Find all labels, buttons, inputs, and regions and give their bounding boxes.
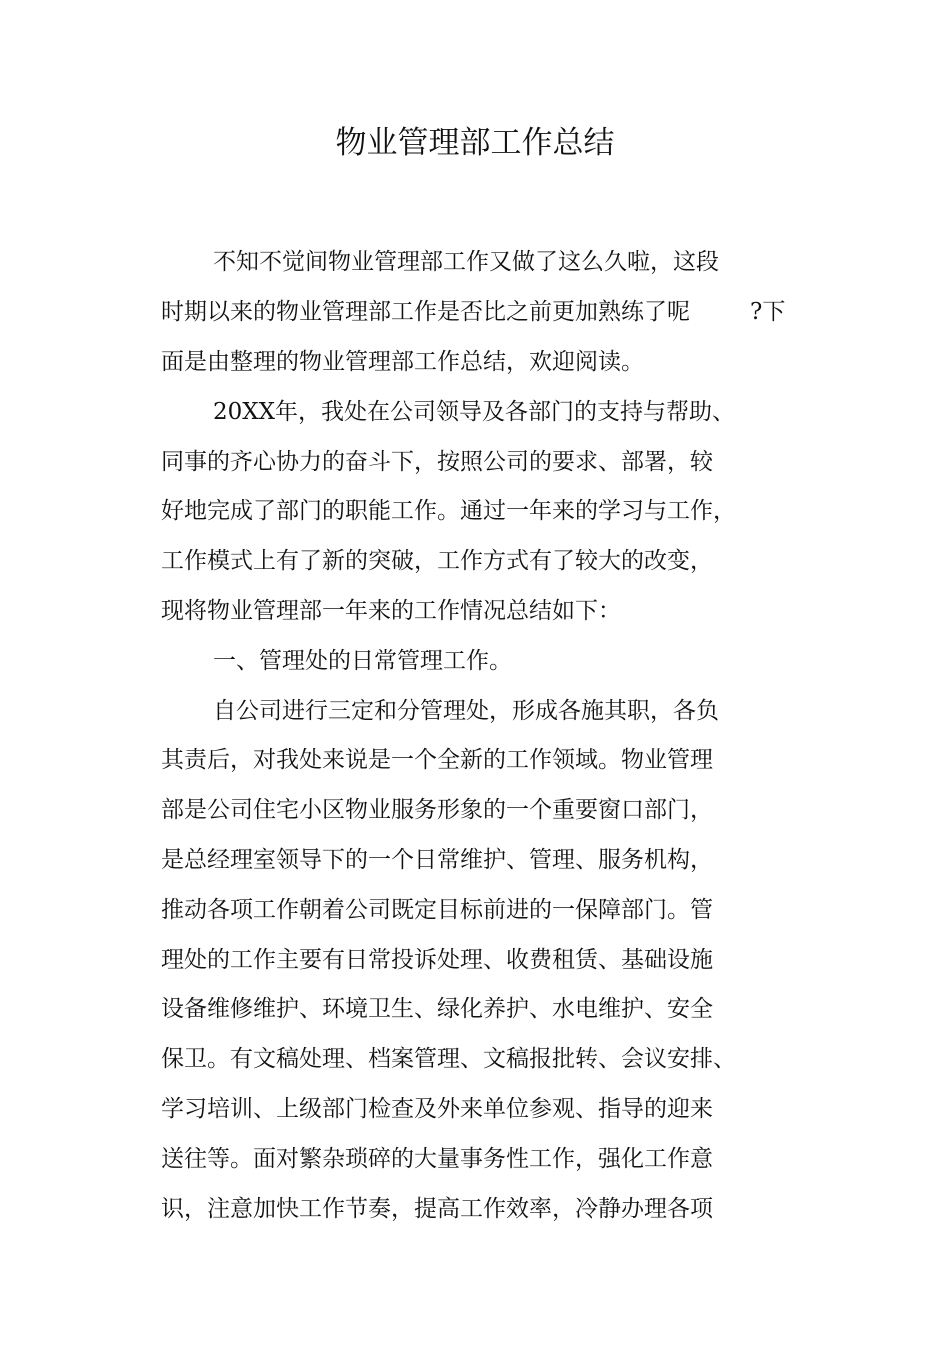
paragraph-line: 学习培训、上级部门检查及外来单位参观、指导的迎来 <box>161 1096 713 1122</box>
paragraph-line: 时期以来的物业管理部工作是否比之前更加熟练了呢 <box>161 299 690 325</box>
paragraph-line-tail: ?下 <box>750 299 786 325</box>
paragraph-line: 是总经理室领导下的一个日常维护、管理、服务机构， <box>161 847 713 873</box>
paragraph-line: 设备维修维护、环境卫生、绿化养护、水电维护、安全 <box>161 996 713 1022</box>
paragraph-line: 自公司进行三定和分管理处，形成各施其职，各负 <box>213 698 719 724</box>
document-title: 物业管理部工作总结 <box>335 125 615 161</box>
paragraph-line: 其责后，对我处来说是一个全新的工作领域。物业管理 <box>161 747 713 773</box>
paragraph-line: 20XX年，我处在公司领导及各部门的支持与帮助、 <box>213 399 736 425</box>
paragraph-line: 理处的工作主要有日常投诉处理、收费租赁、基础设施 <box>161 947 713 973</box>
paragraph-line: 保卫。有文稿处理、档案管理、文稿报批转、会议安排、 <box>161 1046 736 1072</box>
paragraph-line: 面是由整理的物业管理部工作总结，欢迎阅读。 <box>161 349 644 375</box>
paragraph-line: 推动各项工作朝着公司既定目标前进的一保障部门。管 <box>161 897 713 923</box>
section-heading: 一、管理处的日常管理工作。 <box>213 648 512 674</box>
paragraph-line: 送往等。面对繁杂琐碎的大量事务性工作，强化工作意 <box>161 1146 713 1172</box>
paragraph-line: 现将物业管理部一年来的工作情况总结如下： <box>161 598 621 624</box>
paragraph-line: 好地完成了部门的职能工作。通过一年来的学习与工作， <box>161 498 736 524</box>
paragraph-line: 同事的齐心协力的奋斗下，按照公司的要求、部署，较 <box>161 449 713 475</box>
paragraph-line: 识，注意加快工作节奏，提高工作效率，冷静办理各项 <box>161 1196 713 1222</box>
paragraph-line: 工作模式上有了新的突破，工作方式有了较大的改变， <box>161 548 713 574</box>
paragraph-line: 部是公司住宅小区物业服务形象的一个重要窗口部门， <box>161 797 713 823</box>
paragraph-line: 不知不觉间物业管理部工作又做了这么久啦，这段 <box>213 249 719 275</box>
